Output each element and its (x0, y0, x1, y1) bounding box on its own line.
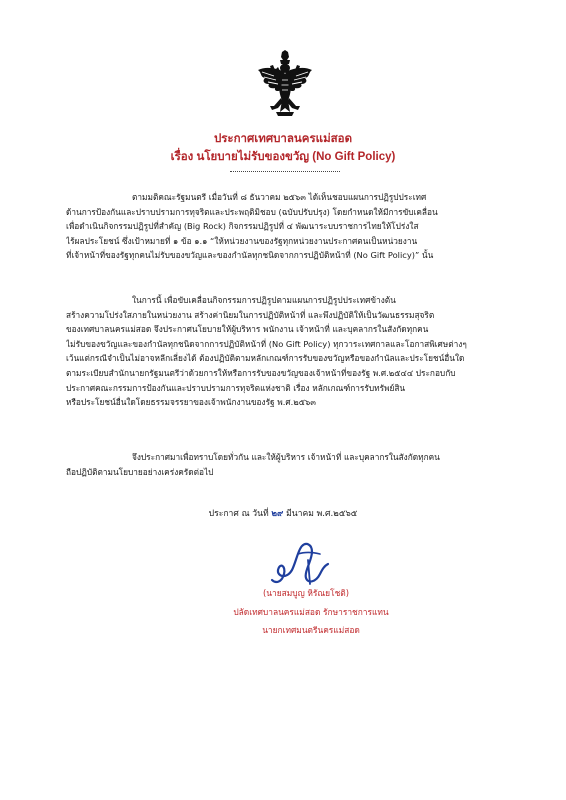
date-suffix: มีนาคม พ.ศ.๒๕๖๕ (286, 509, 358, 519)
paragraph-line: ประกาศคณะกรรมการป้องกันและปราบปรามการทุจริตแห่งชาติ เรื่อง หลักเกณฑ์การรับทรัพย์สิน (66, 382, 406, 393)
dotted-divider (230, 171, 340, 172)
signatory-position: ปลัดเทศบาลนครแม่สอด รักษาราชการแทน (233, 607, 389, 617)
date-prefix: ประกาศ ณ วันที่ (208, 509, 269, 519)
announcement-date (0, 507, 566, 521)
signatory-position-acting: นายกเทศมนตรีนครแม่สอด (262, 625, 360, 635)
paragraph-line: หรือประโยชน์อื่นใดโดยธรรมจรรยาของเจ้าพนักงานของรัฐ พ.ศ.๒๕๖๓ (66, 397, 316, 408)
signatory-name: (นายสมบูญ หิรัณยโชติ) (263, 588, 349, 598)
paragraph-line: เว้นแต่กรณีจำเป็นไม่อาจหลีกเลี่ยงได้ ต้องปฏิบัติตามหลักเกณฑ์การรับของขวัญหรือของกำนัลและประโยชน์อื่นใด (66, 353, 465, 364)
paragraph-3 (66, 450, 504, 479)
date-day: ๒๙ (271, 509, 284, 519)
announcement-title: ประกาศเทศบาลนครแม่สอด (213, 133, 353, 145)
paragraph-line: เพื่อดำเนินกิจกรรมปฏิรูปที่สำคัญ (Big Rock) กิจกรรมปฏิรูปที่ ๔ พัฒนาระบบราชการไทยให้โปร่งใส (66, 221, 419, 232)
paragraph-line: ในการนี้ เพื่อขับเคลื่อนกิจกรรมการปฏิรูปตามแผนการปฏิรูปประเทศข้างต้น (132, 295, 396, 305)
paragraph-line: ของเทศบาลนครแม่สอด จึงประกาศนโยบายให้ผู้บริหาร พนักงาน เจ้าหน้าที่ และบุคลากรในสังกัดทุกคน (66, 324, 429, 335)
paragraph-line: ด้านการป้องกันและปราบปรามการทุจริตและประพฤติมิชอบ (ฉบับปรับปรุง) โดยกำหนดให้มีการขับเคลื่อน (66, 206, 438, 217)
handwritten-signature (268, 540, 336, 590)
paragraph-line: ไม่รับของขวัญและของกำนัลทุกชนิดจากการปฏิบัติหน้าที่ (No Gift Policy) ทุกวาระเทศกาลและโอกาสพิเศษต่างๆ (66, 338, 467, 349)
paragraph-line: ตามระเบียบสำนักนายกรัฐมนตรีว่าด้วยการให้หรือการรับของขวัญของเจ้าหน้าที่ของรัฐ พ.ศ.๒๕๔๔ ประกอบกับ (66, 367, 456, 378)
paragraph-line: จึงประกาศมาเพื่อทราบโดยทั่วกัน และให้ผู้บริหาร เจ้าหน้าที่ และบุคลากรในสังกัดทุกคน (132, 452, 440, 462)
paragraph-line: สร้างความโปร่งใสภายในหน่วยงาน สร้างค่านิยมในการปฏิบัติหน้าที่ และพึงปฏิบัติให้เป็นวัฒนธรรมสุจริต (66, 309, 435, 320)
paragraph-2 (66, 293, 504, 410)
paragraph-1 (66, 190, 504, 263)
paragraph-line: ตามมติคณะรัฐมนตรี เมื่อวันที่ ๘ ธันวาคม ๒๕๖๓ ได้เห็นชอบแผนการปฏิรูปประเทศ (132, 192, 427, 202)
announcement-subject: เรื่อง นโยบายไม่รับของขวัญ (No Gift Policy) (170, 151, 396, 163)
paragraph-line: ที่เจ้าหน้าที่ของรัฐทุกคนไม่รับของขวัญและของกำนัลทุกชนิดจากการปฏิบัติหน้าที่ (No Gift Policy)” นั้น (66, 250, 434, 261)
paragraph-line: ไร้ผลประโยชน์ ซึ่งเป้าหมายที่ ๑ ข้อ ๑.๑ “ให้หน่วยงานของรัฐทุกหน่วยงานประกาศตนเป็นหน่วยงาน (66, 235, 418, 246)
garuda-emblem-icon (256, 50, 314, 118)
paragraph-line: ถือปฏิบัติตามนโยบายอย่างเคร่งครัดต่อไป (66, 466, 214, 477)
